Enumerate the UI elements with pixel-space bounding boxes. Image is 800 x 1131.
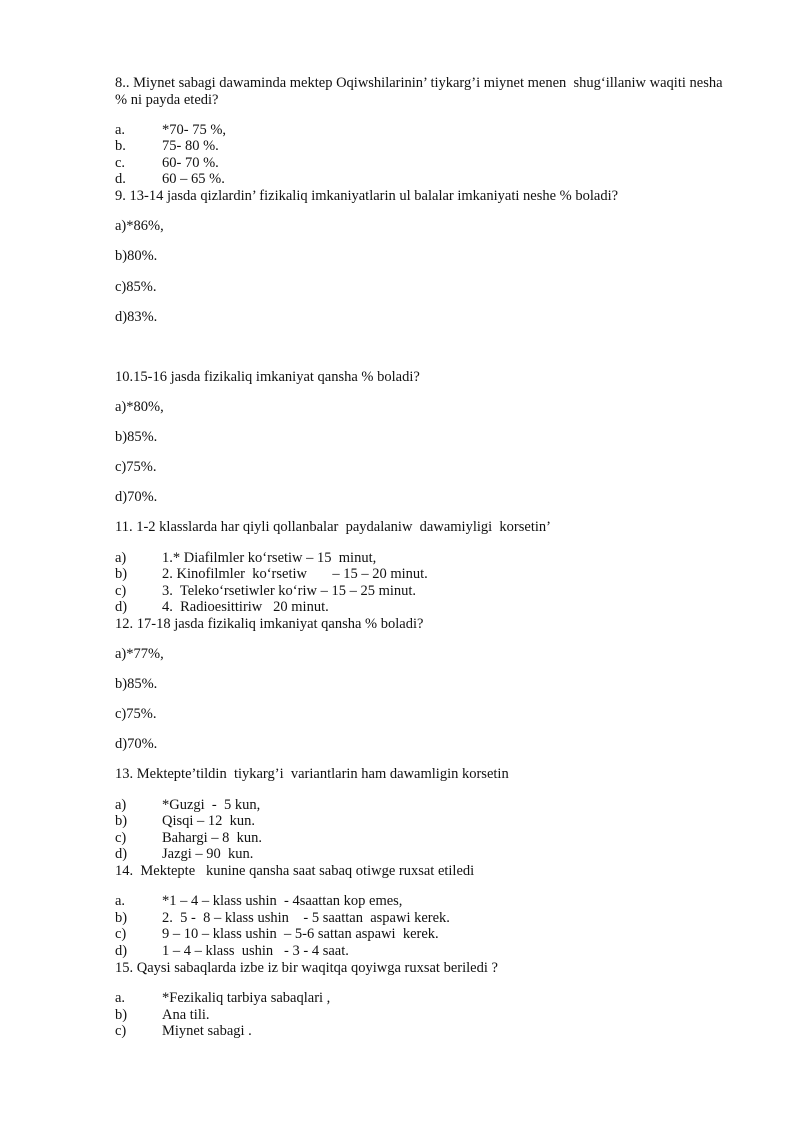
option-text: *1 – 4 – klass ushin - 4saattan kop emes, [162, 893, 403, 909]
q15-option-c [115, 1023, 252, 1040]
q9-option-d: d)83%. [115, 309, 158, 325]
q8-option-c [115, 155, 219, 172]
option-letter: b. [115, 138, 126, 154]
option-text: *70- 75 %, [162, 122, 227, 138]
option-text: Qisqi – 12 kun. [162, 813, 256, 829]
option-letter: a) [115, 797, 127, 813]
option-letter: a) [115, 550, 127, 566]
option-text: Jazgi – 90 kun. [162, 846, 254, 862]
option-letter: b) [115, 910, 128, 926]
q11-option-d [115, 599, 329, 616]
q13-option-a [115, 797, 260, 814]
option-text: 60- 70 %. [162, 155, 219, 171]
q15-option-a [115, 990, 330, 1007]
option-text: 1 – 4 – klass ushin - 3 - 4 saat. [162, 943, 349, 959]
q9-option-b: b)80%. [115, 248, 158, 264]
option-text: 1.* Diafilmler ko‘rsetiw – 15 minut, [162, 550, 377, 566]
q8-option-a [115, 122, 226, 139]
option-text: *Fezikaliq tarbiya sabaqlari , [162, 990, 331, 1006]
q13-option-c [115, 830, 262, 847]
option-letter: a. [115, 122, 126, 138]
option-letter: a. [115, 893, 126, 909]
q9-option-c: c)85%. [115, 279, 157, 295]
q12-option-a: a)*77%, [115, 646, 164, 662]
option-text: Miynet sabagi . [162, 1023, 252, 1039]
q12-option-b: b)85%. [115, 676, 158, 692]
question-11: 11. 1-2 klasslarda har qiyli qollanbalar paydalaniw dawamiyligi korsetin’ [115, 519, 551, 535]
option-letter: b) [115, 813, 128, 829]
question-8: 8.. Miynet sabagi dawaminda mektep Oqiwshilarinin’ tiykarg’i miynet menen shug‘illaniw waqiti nesha % ni payda etedi? [115, 75, 727, 108]
question-14: 14. Mektepte kunine qansha saat sabaq otiwge ruxsat etiledi [115, 863, 475, 879]
q14-option-c [115, 926, 439, 943]
q14-option-d [115, 943, 349, 960]
q11-option-a [115, 550, 376, 567]
option-text: 3. Teleko‘rsetiwler ko‘riw – 15 – 25 minut. [162, 583, 417, 599]
q10-option-a: a)*80%, [115, 399, 164, 415]
question-9: 9. 13-14 jasda qizlardin’ fizikaliq imkaniyatlarin ul balalar imkaniyati neshe % boladi? [115, 188, 619, 204]
q8-option-d [115, 171, 225, 188]
option-letter: c. [115, 155, 126, 171]
option-letter: d) [115, 599, 128, 615]
option-text: 4. Radioesittiriw 20 minut. [162, 599, 329, 615]
q10-option-c: c)75%. [115, 459, 157, 475]
option-text: 75- 80 %. [162, 138, 219, 154]
option-letter: d. [115, 171, 126, 187]
q9-option-a: a)*86%, [115, 218, 164, 234]
question-12: 12. 17-18 jasda fizikaliq imkaniyat qansha % boladi? [115, 616, 424, 632]
q12-option-c: c)75%. [115, 706, 157, 722]
q15-option-b [115, 1007, 210, 1024]
question-15: 15. Qaysi sabaqlarda izbe iz bir waqitqa qoyiwga ruxsat beriledi ? [115, 960, 498, 976]
option-letter: d) [115, 846, 128, 862]
option-letter: c) [115, 926, 127, 942]
question-10: 10.15-16 jasda fizikaliq imkaniyat qansha % boladi? [115, 369, 420, 385]
q13-option-b [115, 813, 255, 830]
question-13: 13. Mektepte’tildin tiykarg’i variantlarin ham dawamligin korsetin [115, 766, 509, 782]
option-letter: d) [115, 943, 128, 959]
q14-option-b [115, 910, 450, 927]
option-text: 2. Kinofilmler ko‘rsetiw – 15 – 20 minut. [162, 566, 428, 582]
option-letter: c) [115, 830, 127, 846]
option-text: 2. 5 - 8 – klass ushin - 5 saattan aspawi kerek. [162, 910, 450, 926]
option-text: Bahargi – 8 kun. [162, 830, 263, 846]
q14-option-a [115, 893, 402, 910]
q12-option-d: d)70%. [115, 736, 158, 752]
q10-option-d: d)70%. [115, 489, 158, 505]
q11-option-c [115, 583, 416, 600]
option-letter: b) [115, 566, 128, 582]
option-letter: a. [115, 990, 126, 1006]
q13-option-d [115, 846, 253, 863]
q8-option-b [115, 138, 219, 155]
option-letter: b) [115, 1007, 128, 1023]
option-text: *Guzgi - 5 kun, [162, 797, 261, 813]
q11-option-b [115, 566, 428, 583]
option-text: 9 – 10 – klass ushin – 5-6 sattan aspawi kerek. [162, 926, 439, 942]
option-letter: c) [115, 1023, 127, 1039]
option-letter: c) [115, 583, 127, 599]
option-text: Ana tili. [162, 1007, 210, 1023]
option-text: 60 – 65 %. [162, 171, 225, 187]
q10-option-b: b)85%. [115, 429, 158, 445]
